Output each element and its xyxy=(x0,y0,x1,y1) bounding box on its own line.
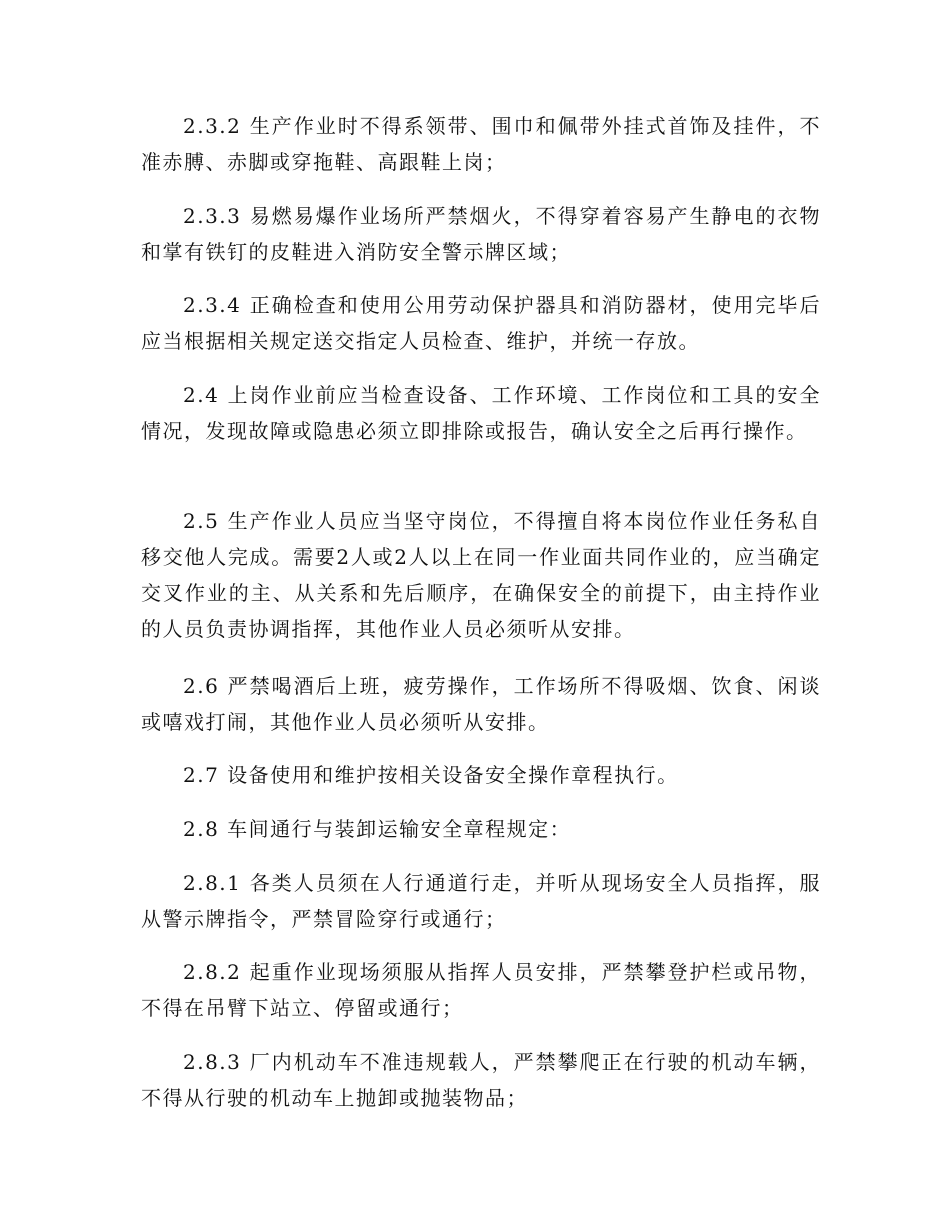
clause-2-3-4: 2.3.4 正确检查和使用公用劳动保护器具和消防器材，使用完毕后应当根据相关规定送交指定人员检查、维护，并统一存放。 xyxy=(141,293,821,353)
clause-2-3-3: 2.3.3 易燃易爆作业场所严禁烟火，不得穿着容易产生静电的衣物和掌有铁钉的皮鞋进入消防安全警示牌区域； xyxy=(141,204,821,264)
clause-2-4: 2.4 上岗作业前应当检查设备、工作环境、工作岗位和工具的安全情况，发现故障或隐患必须立即排除或报告，确认安全之后再行操作。 xyxy=(141,383,821,443)
clause-2-8-2: 2.8.2 起重作业现场须服从指挥人员安排，严禁攀登护栏或吊物，不得在吊臂下站立、停留或通行； xyxy=(141,960,821,1020)
clause-2-8: 2.8 车间通行与装卸运输安全章程规定： xyxy=(183,817,572,841)
clause-2-8-1: 2.8.1 各类人员须在人行通道行走，并听从现场安全人员指挥，服从警示牌指令，严禁冒险穿行或通行； xyxy=(141,871,821,931)
clause-2-5: 2.5 生产作业人员应当坚守岗位，不得擅自将本岗位作业任务私自移交他人完成。需要2人或2人以上在同一作业面共同作业的，应当确定交叉作业的主、从关系和先后顺序，在确保安全的前提下，由主持作业的人员负责协调指挥，其他作业人员必须听从安排。 xyxy=(141,509,821,641)
clause-2-6: 2.6 严禁喝酒后上班，疲劳操作，工作场所不得吸烟、饮食、闲谈或嘻戏打闹，其他作业人员必须听从安排。 xyxy=(141,674,821,734)
clause-2-8-3: 2.8.3 厂内机动车不准违规载人，严禁攀爬正在行驶的机动车辆，不得从行驶的机动车上抛卸或抛装物品； xyxy=(141,1050,821,1110)
clause-2-7: 2.7 设备使用和维护按相关设备安全操作章程执行。 xyxy=(183,763,679,787)
clause-2-3-2: 2.3.2 生产作业时不得系领带、围巾和佩带外挂式首饰及挂件，不准赤膊、赤脚或穿拖鞋、高跟鞋上岗； xyxy=(141,114,821,174)
